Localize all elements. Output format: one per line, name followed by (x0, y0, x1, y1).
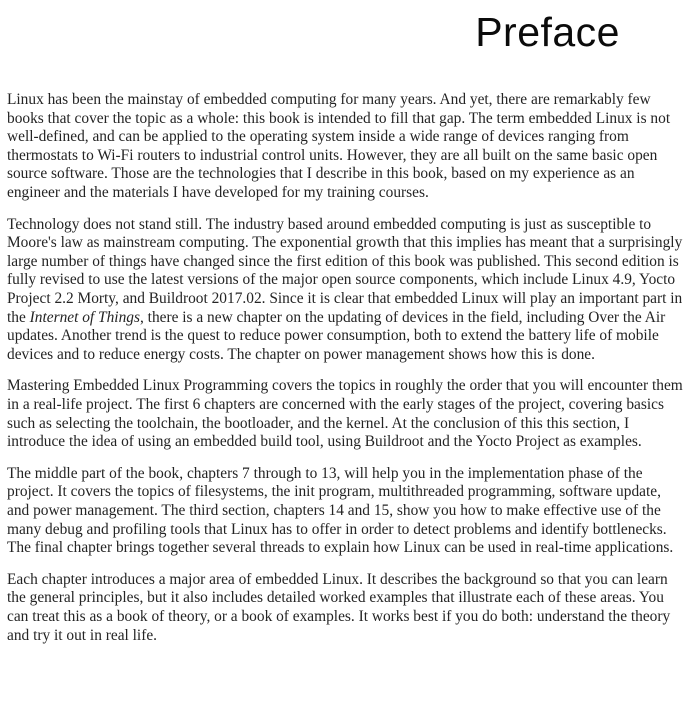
paragraph-middle-part: The middle part of the book, chapters 7 through to 13, will help you in the implementation phase of the project. It covers the topics of filesystems, the init program, multithreaded programming, software update, and power management. The third section, chapters 14 and 15, show you how to make effective use of the many debug and profiling tools that Linux has to offer in order to detect problems and identify bottlenecks. The final chapter brings together several threads to explain how Linux can be used in real-time applications. (7, 464, 674, 557)
internet-of-things-italic: Internet of Things (29, 308, 140, 326)
page-title: Preface (475, 9, 620, 55)
paragraph-second-edition-after-italic: , there is a new chapter on the updating of devices in the field, including Over the Air updates. Another trend is the quest to reduce power consumption, both to extend the battery life of mobile devices and to reduce energy costs. The chapter on power management shows how this is done. (7, 308, 666, 363)
preface-body (7, 91, 686, 645)
paragraph-second-edition (7, 216, 686, 365)
paragraph-book-structure: Mastering Embedded Linux Programming covers the topics in roughly the order that you will encounter them in a real-life project. The first 6 chapters are concerned with the early stages of the project, covering basics such as selecting the toolchain, the bootloader, and the kernel. At the conclusion of this this section, I introduce the idea of using an embedded build tool, using Buildroot and the Yocto Project as examples. (7, 377, 683, 451)
paragraph-intro: Linux has been the mainstay of embedded computing for many years. And yet, there are remarkably few books that cover the topic as a whole: this book is intended to fill that gap. The term embedded Linux is not well-defined, and can be applied to the operating system inside a wide range of devices ranging from thermostats to Wi-Fi routers to industrial control units. However, they are all built on the same basic open source software. Those are the technologies that I describe in this book, based on my experience as an engineer and the materials I have developed for my training courses. (7, 91, 671, 202)
paragraph-each-chapter: Each chapter introduces a major area of embedded Linux. It describes the background so that you can learn the general principles, but it also includes detailed worked examples that illustrate each of these areas. You can treat this as a book of theory, or a book of examples. It works best if you do both: understand the theory and try it out in real life. (7, 570, 671, 644)
paragraph-second-edition-before-italic: Technology does not stand still. The industry based around embedded computing is just as susceptible to Moore's law as mainstream computing. The exponential growth that this implies has meant that a surprisingly large number of things have changed since the first edition of this book was published. This second edition is fully revised to use the latest versions of the major open source components, which include Linux 4.9, Yocto Project 2.2 Morty, and Buildroot 2017.02. Since it is clear that embedded Linux will play an important part in the (7, 215, 683, 326)
